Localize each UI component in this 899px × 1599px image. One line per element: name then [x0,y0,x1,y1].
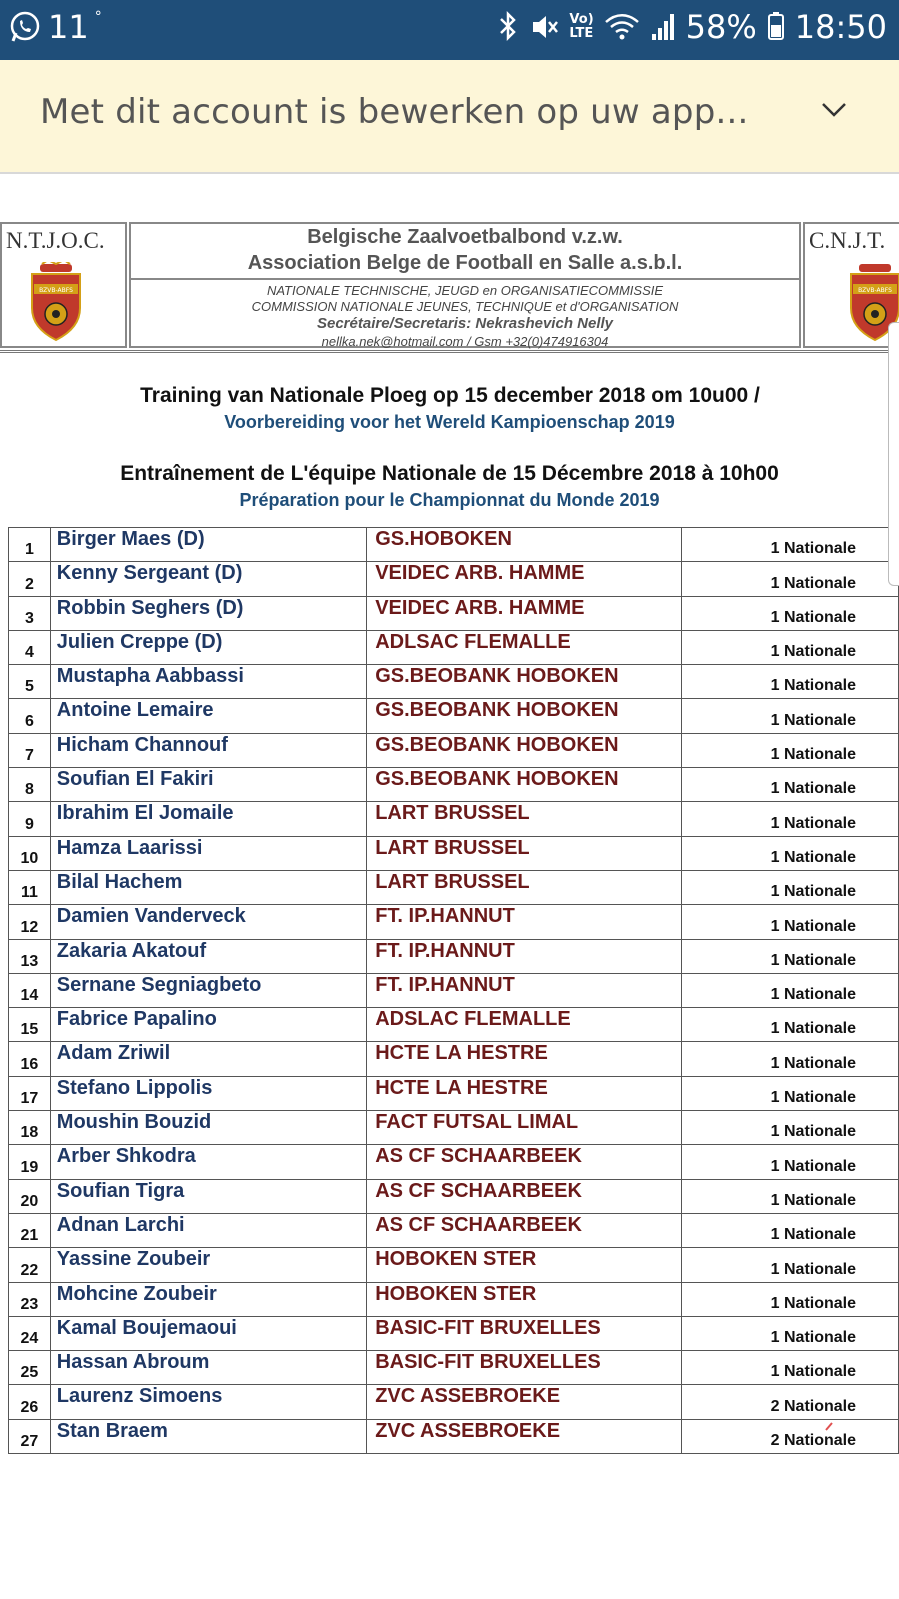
player-name: Mustapha Aabbassi [50,665,366,699]
player-club: LART BRUSSEL [367,836,682,870]
table-row [9,665,899,699]
player-club: GS.BEOBANK HOBOKEN [367,699,682,733]
player-club: FT. IP.HANNUT [367,973,682,1007]
player-division: 1 Nationale [681,528,898,562]
player-number: 6 [9,699,51,733]
player-name: Damien Vanderveck [50,905,366,939]
player-division: 1 Nationale [681,562,898,596]
player-name: Hicham Channouf [50,733,366,767]
player-name: Kamal Boujemaoui [50,1316,366,1350]
scrollbar-thumb[interactable] [888,322,899,586]
player-number: 8 [9,768,51,802]
player-club: HCTE LA HESTRE [367,1076,682,1110]
player-club: GS.BEOBANK HOBOKEN [367,768,682,802]
table-row [9,1008,899,1042]
player-name: Hamza Laarissi [50,836,366,870]
player-number: 13 [9,939,51,973]
table-row [9,1145,899,1179]
player-number: 17 [9,1076,51,1110]
document-view[interactable] [0,172,899,1599]
table-row [9,1042,899,1076]
player-name: Hassan Abroum [50,1351,366,1385]
table-row [9,768,899,802]
player-name: Arber Shkodra [50,1145,366,1179]
player-number: 3 [9,596,51,630]
table-row [9,699,899,733]
player-number: 20 [9,1179,51,1213]
player-division: 1 Nationale [681,1076,898,1110]
table-row [9,1282,899,1316]
battery-level: 58% [685,8,757,46]
player-division: 2 Nationale [681,1385,898,1419]
player-number: 5 [9,665,51,699]
player-name: Zakaria Akatouf [50,939,366,973]
player-name: Moushin Bouzid [50,1111,366,1145]
federation-name-nl: Belgische Zaalvoetbalbond v.z.w. [307,226,623,248]
player-number: 27 [9,1419,51,1453]
player-division: 1 Nationale [681,1042,898,1076]
table-row [9,528,899,562]
edit-notice-banner[interactable] [0,60,899,174]
table-row [9,1179,899,1213]
player-number: 21 [9,1213,51,1247]
player-division: 1 Nationale [681,768,898,802]
player-division: 1 Nationale [681,836,898,870]
commission-nl: NATIONALE TECHNISCHE, JEUGD en ORGANISATIECOMMISSIE [266,283,664,298]
left-abbreviation: N.T.J.O.C. [6,228,105,253]
edit-notice-text: Met dit account is bewerken op uw app... [40,92,749,132]
player-club: FACT FUTSAL LIMAL [367,1111,682,1145]
player-club: AS CF SCHAARBEEK [367,1179,682,1213]
player-division: 1 Nationale [681,1008,898,1042]
letterhead-right [803,222,899,348]
player-number: 4 [9,630,51,664]
player-division: 1 Nationale [681,1111,898,1145]
player-name: Laurenz Simoens [50,1385,366,1419]
table-row [9,1213,899,1247]
player-club: LART BRUSSEL [367,870,682,904]
table-row [9,1111,899,1145]
player-number: 19 [9,1145,51,1179]
table-row [9,1076,899,1110]
chevron-down-icon[interactable] [821,102,847,123]
player-club: AS CF SCHAARBEEK [367,1213,682,1247]
letterhead [0,222,899,352]
player-name: Kenny Sergeant (D) [50,562,366,596]
player-name: Stan Braem [50,1419,366,1453]
player-number: 12 [9,905,51,939]
svg-text:BZVB-ABFS: BZVB-ABFS [39,287,73,294]
player-club: VEIDEC ARB. HAMME [367,596,682,630]
player-name: Ibrahim El Jomaile [50,802,366,836]
player-division: 1 Nationale [681,1145,898,1179]
right-abbreviation: C.N.J.T. [809,228,886,253]
title-fr: Entraînement de L'équipe Nationale de 15 Décembre 2018 à 10h00 [120,462,779,485]
table-row [9,836,899,870]
player-club: ADSLAC FLEMALLE [367,1008,682,1042]
player-division: 1 Nationale [681,733,898,767]
player-club: AS CF SCHAARBEEK [367,1145,682,1179]
player-club: ZVC ASSEBROEKE [367,1385,682,1419]
player-division: 1 Nationale [681,1179,898,1213]
federation-name-fr: Association Belge de Football en Salle a.s.b.l. [247,252,683,274]
player-division: 1 Nationale [681,630,898,664]
battery-icon [767,10,785,44]
red-mark-icon [824,1418,838,1428]
player-club: HOBOKEN STER [367,1282,682,1316]
player-name: Adam Zriwil [50,1042,366,1076]
player-club: ADLSAC FLEMALLE [367,630,682,664]
player-name: Bilal Hachem [50,870,366,904]
commission-fr: COMMISSION NATIONALE JEUNES, TECHNIQUE et d'ORGANISATION [251,299,679,314]
player-division: 1 Nationale [681,1316,898,1350]
player-division: 1 Nationale [681,973,898,1007]
player-division: 1 Nationale [681,939,898,973]
table-row [9,733,899,767]
player-club: GS.HOBOKEN [367,528,682,562]
table-row [9,596,899,630]
player-division: 1 Nationale [681,665,898,699]
table-row [9,939,899,973]
player-name: Soufian Tigra [50,1179,366,1213]
player-number: 10 [9,836,51,870]
title-nl: Training van Nationale Ploeg op 15 december 2018 om 10u00 / [140,384,760,407]
player-number: 24 [9,1316,51,1350]
temperature: 11 [48,8,89,46]
player-club: FT. IP.HANNUT [367,905,682,939]
player-division: 1 Nationale [681,1213,898,1247]
player-number: 15 [9,1008,51,1042]
player-number: 18 [9,1111,51,1145]
player-name: Sernane Segniagbeto [50,973,366,1007]
table-row [9,1419,899,1453]
player-division: 2 Nationale [681,1419,898,1453]
letterhead-center [129,222,801,348]
volte-icon: Vo) LTE [569,12,594,41]
table-row [9,870,899,904]
table-row [9,562,899,596]
player-division: 1 Nationale [681,596,898,630]
mute-icon [529,10,559,44]
table-row [9,630,899,664]
player-club: HCTE LA HESTRE [367,1042,682,1076]
player-name: Yassine Zoubeir [50,1248,366,1282]
table-row [9,1385,899,1419]
player-number: 26 [9,1385,51,1419]
player-name: Adnan Larchi [50,1213,366,1247]
subtitle-nl: Voorbereiding voor het Wereld Kampioenschap 2019 [224,412,675,432]
player-division: 1 Nationale [681,1282,898,1316]
player-division: 1 Nationale [681,905,898,939]
wifi-icon [604,10,640,44]
table-row [9,1248,899,1282]
player-number: 25 [9,1351,51,1385]
player-name: Antoine Lemaire [50,699,366,733]
player-roster-table [8,527,899,1454]
player-division: 1 Nationale [681,1248,898,1282]
player-name: Stefano Lippolis [50,1076,366,1110]
player-number: 14 [9,973,51,1007]
svg-text:BZVB-ABFS: BZVB-ABFS [858,287,892,294]
player-number: 9 [9,802,51,836]
status-bar: 11 ° Vo) LTE 58% 18:50 [0,0,899,60]
player-division: 1 Nationale [681,802,898,836]
secretary-line: Secrétaire/Secretaris: Nekrashevich Nelly [316,315,613,332]
bluetooth-icon [497,10,519,44]
player-club: LART BRUSSEL [367,802,682,836]
table-row [9,973,899,1007]
contact-line: nellka.nek@hotmail.com / Gsm +32(0)474916304 [321,334,609,349]
player-club: GS.BEOBANK HOBOKEN [367,733,682,767]
player-club: BASIC-FIT BRUXELLES [367,1351,682,1385]
player-number: 7 [9,733,51,767]
player-number: 2 [9,562,51,596]
table-row [9,1351,899,1385]
player-number: 1 [9,528,51,562]
player-club: GS.BEOBANK HOBOKEN [367,665,682,699]
player-number: 11 [9,870,51,904]
table-row [9,802,899,836]
signal-icon [650,10,676,44]
subtitle-fr: Préparation pour le Championnat du Monde 2019 [239,490,660,510]
whatsapp-icon [8,10,42,44]
player-number: 23 [9,1282,51,1316]
player-name: Robbin Seghers (D) [50,596,366,630]
player-club: VEIDEC ARB. HAMME [367,562,682,596]
player-club: BASIC-FIT BRUXELLES [367,1316,682,1350]
player-division: 1 Nationale [681,1351,898,1385]
player-number: 22 [9,1248,51,1282]
player-name: Soufian El Fakiri [50,768,366,802]
player-club: HOBOKEN STER [367,1248,682,1282]
player-club: ZVC ASSEBROEKE [367,1419,682,1453]
player-club: FT. IP.HANNUT [367,939,682,973]
player-name: Birger Maes (D) [50,528,366,562]
player-number: 16 [9,1042,51,1076]
player-division: 1 Nationale [681,870,898,904]
clock: 18:50 [794,8,887,46]
table-row [9,905,899,939]
player-name: Fabrice Papalino [50,1008,366,1042]
player-name: Julien Creppe (D) [50,630,366,664]
federation-logo-left [28,262,84,347]
table-row [9,1316,899,1350]
player-name: Mohcine Zoubeir [50,1282,366,1316]
player-division: 1 Nationale [681,699,898,733]
letterhead-left [0,222,127,348]
